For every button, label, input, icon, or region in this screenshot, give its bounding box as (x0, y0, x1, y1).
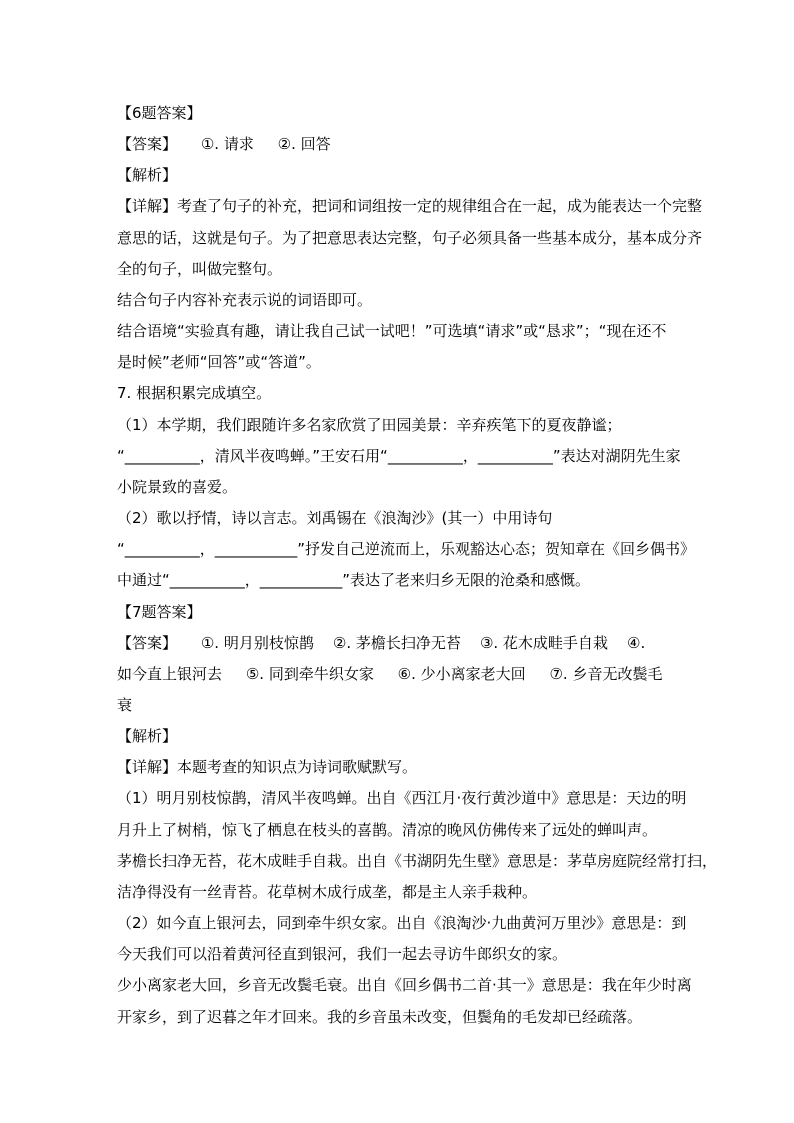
text-line: 衰 (117, 695, 133, 714)
text-line: 如今直上银河去 ⑤. 同到牵牛织女家 ⑥. 少小离家老大回 ⑦. 乡音无改鬓毛 (117, 664, 663, 683)
document-body (117, 103, 718, 1038)
text-line: 意思的话，这就是句子。为了把意思表达完整，句子必须具备一些基本成分，基本成分齐 (117, 228, 703, 247)
text-line: 小院景致的喜爱。 (117, 477, 238, 496)
text-line: （1）本学期，我们跟随许多名家欣赏了田园美景：辛弃疾笔下的夏夜静谧； (117, 415, 622, 434)
text-line: 【详解】本题考查的知识点为诗词歌赋默写。 (117, 758, 418, 777)
text-line: 洁净得没有一丝青苔。花草树木成行成垄，都是主人亲手栽种。 (117, 882, 538, 901)
text-line: 【6题答案】 (117, 104, 202, 122)
text-line: 全的句子，叫做完整句。 (117, 259, 283, 278)
text-line: 【解析】 (117, 166, 178, 185)
text-line: 开家乡，到了迟暮之年才回来。我的乡音虽未改变，但鬓角的毛发却已经疏落。 (117, 1007, 643, 1026)
text-line: 月升上了树梢，惊飞了栖息在枝头的喜鹊。清凉的晚风仿佛传来了远处的蝉叫声。 (117, 820, 658, 839)
text-line: 结合语境“实验真有趣，请让我自己试一试吧！”可选填“请求”或“恳求”；“现在还不 (117, 322, 667, 341)
text-line: 【详解】考查了句子的补充，把词和词组按一定的规律组合在一起，成为能表达一个完整 (117, 197, 703, 216)
text-line: 结合句子内容补充表示说的词语即可。 (117, 290, 373, 309)
text-line: 【7题答案】 (117, 602, 202, 621)
text-line: 【答案】 ①. 请求 ②. 回答 (117, 135, 331, 154)
text-line: 茅檐长扫净无苔，花木成畦手自栽。出自《书湖阴先生壁》意思是：茅草房庭院经常打扫， (117, 851, 718, 870)
text-line: （2）歌以抒情，诗以言志。刘禹锡在《浪淘沙》(其一）中用诗句 (117, 509, 553, 528)
text-line: 今天我们可以沿着黄河径直到银河，我们一起去寻访牛郎织女的家。 (117, 945, 568, 964)
text-line: “__________，___________”抒发自己逆流而上，乐观豁达心态；贺知章在《回乡偶书》 (117, 540, 696, 559)
text-line: 7. 根据积累完成填空。 (117, 384, 272, 403)
text-line: 少小离家老大回，乡音无改鬓毛衰。出自《回乡偶书二首·其一》意思是：我在年少时离 (117, 976, 692, 995)
text-line: （1）明月别枝惊鹊，清风半夜鸣蝉。出自《西江月·夜行黄沙道中》意思是：天边的明 (117, 789, 687, 808)
text-line: 中通过“__________，___________”表达了老来归乡无限的沧桑和感慨。 (117, 571, 591, 590)
text-line: 是时候”老师“回答”或“答道”。 (117, 353, 321, 372)
text-line: “__________，清风半夜鸣蝉。”王安石用“__________，__________”表达对湖阴先生家 (117, 446, 681, 465)
text-line: （2）如今直上银河去，同到牵牛织女家。出自《浪淘沙·九曲黄河万里沙》意思是：到 (117, 914, 687, 933)
text-line: 【解析】 (117, 727, 178, 746)
text-line: 【答案】 ①. 明月别枝惊鹊 ②. 茅檐长扫净无苔 ③. 花木成畦手自栽 ④. (117, 633, 646, 652)
